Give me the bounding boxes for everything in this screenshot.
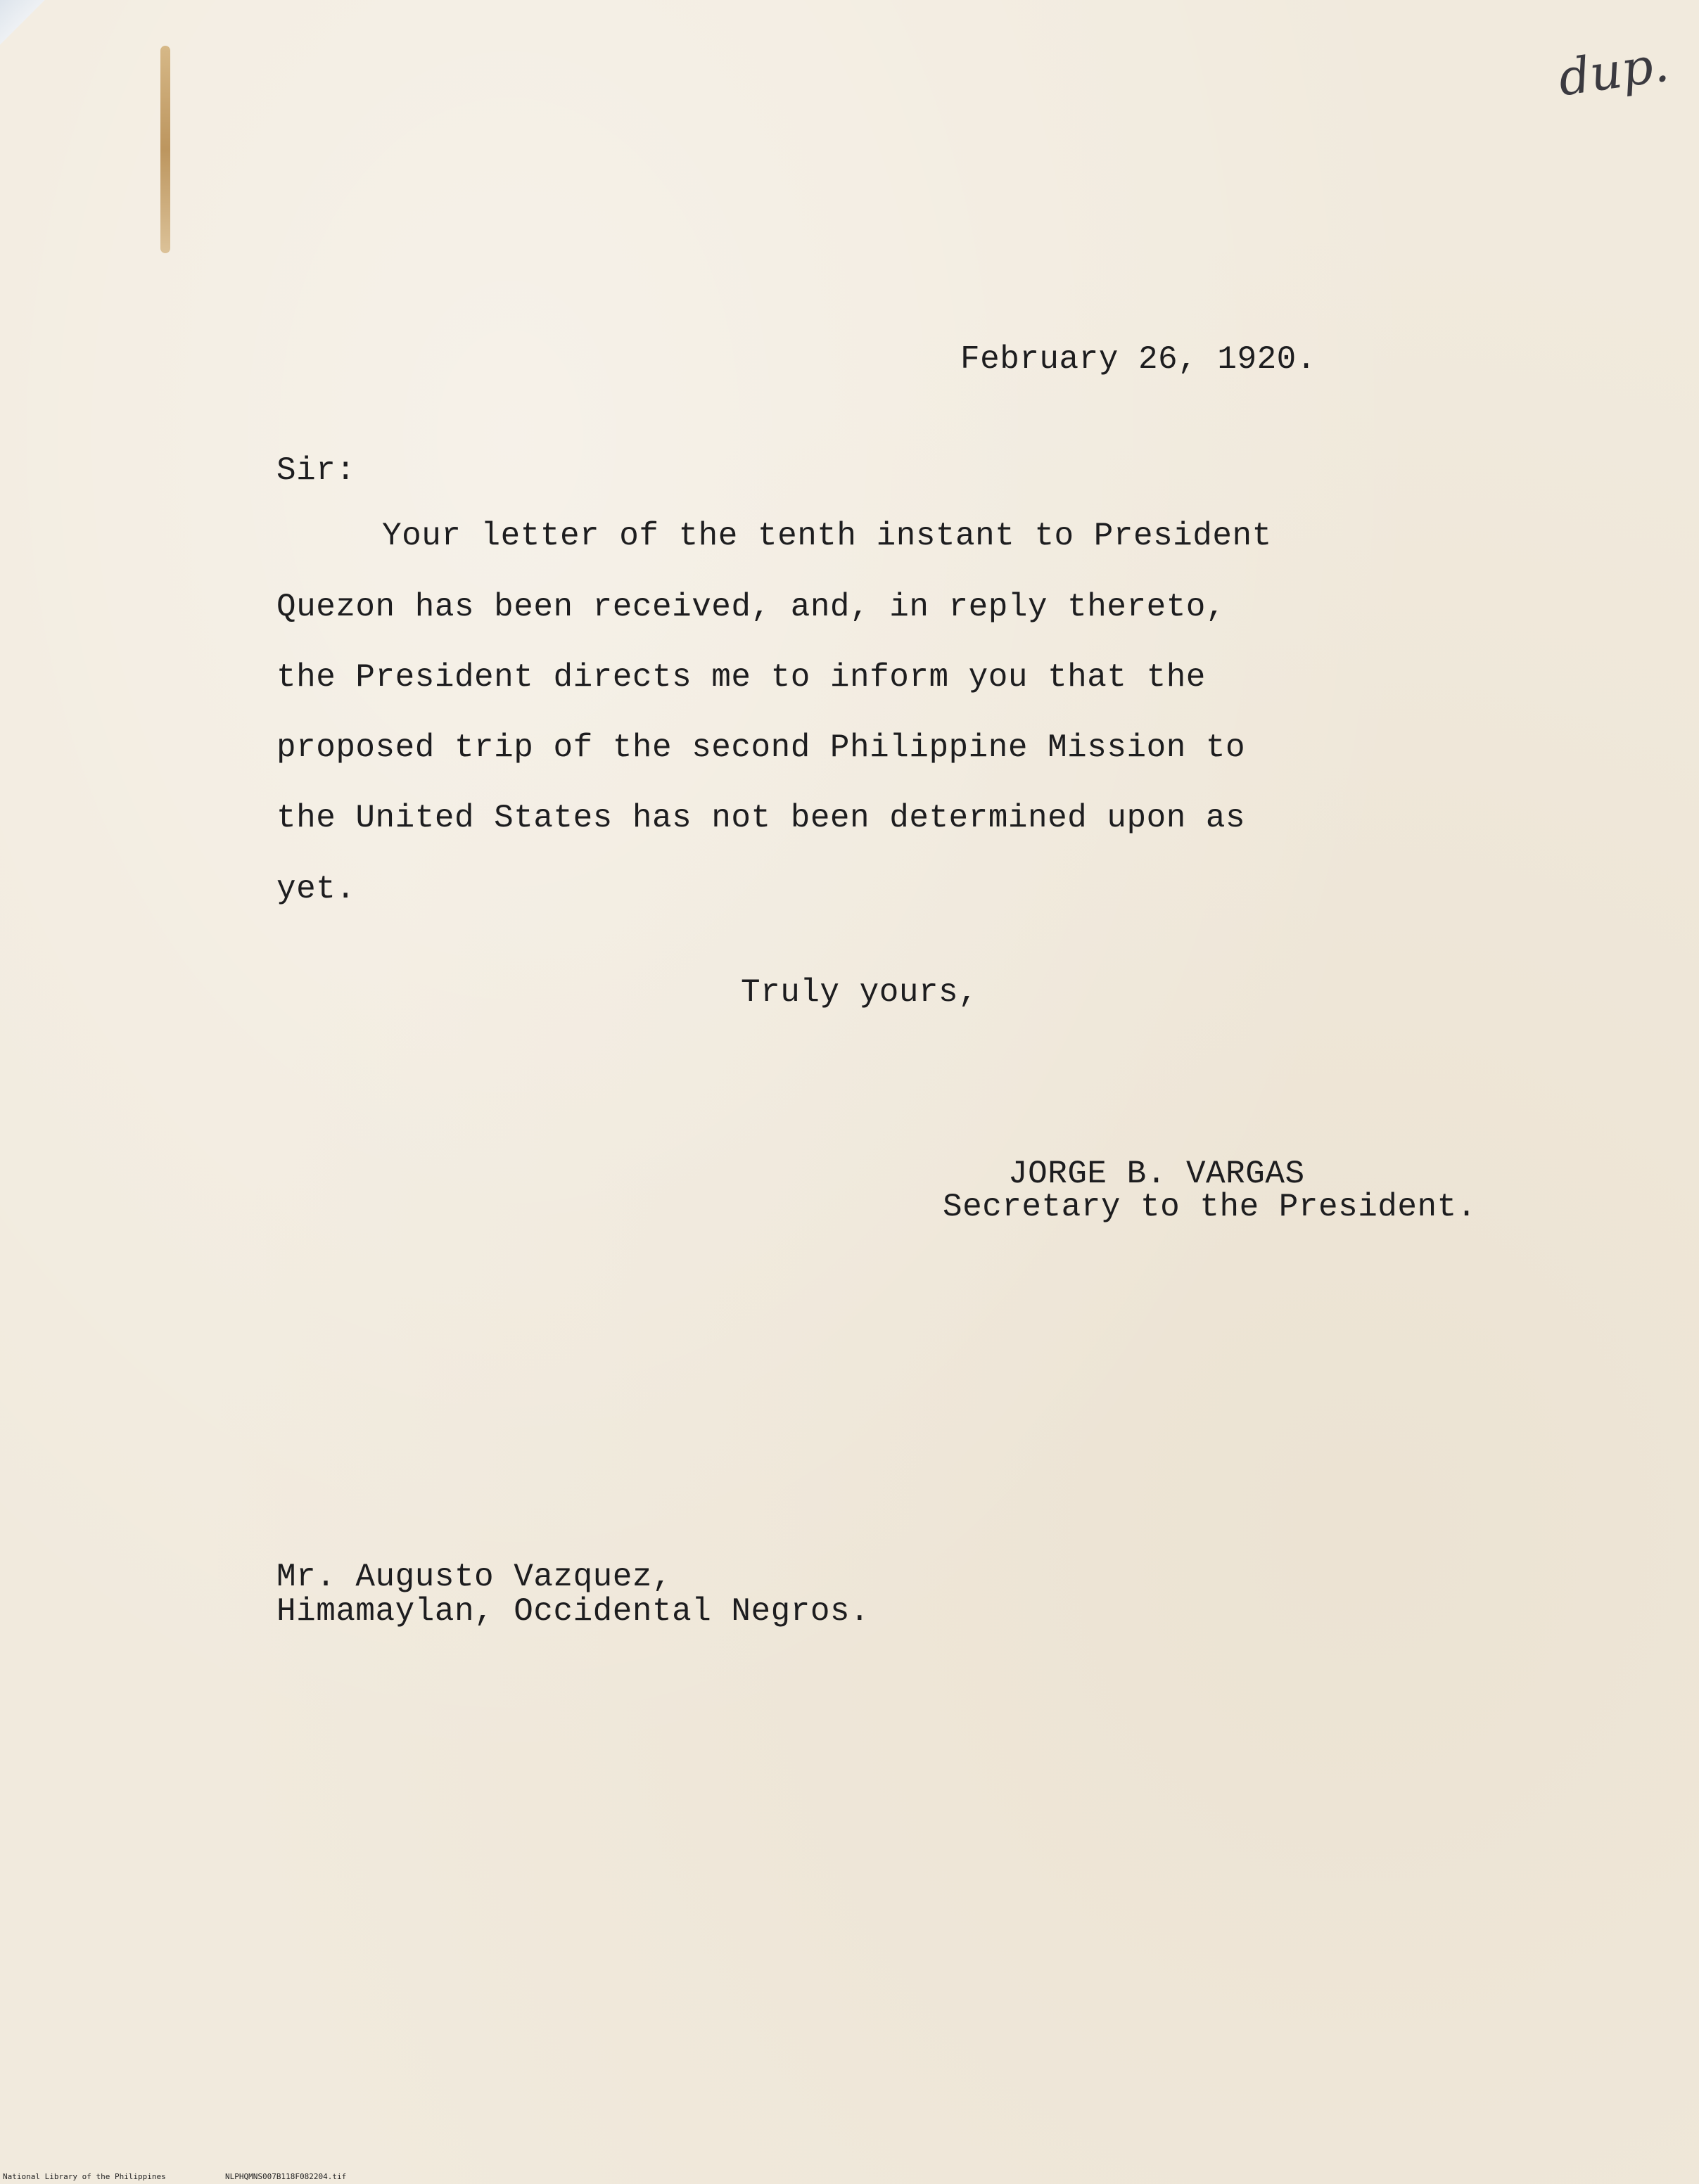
body-line-1: Your letter of the tenth instant to President: [382, 518, 1272, 554]
letter-date: February 26, 1920.: [960, 341, 1316, 378]
recipient-location: Himamaylan, Occidental Negros.: [276, 1593, 870, 1630]
paper-stain: [160, 46, 170, 253]
footer-filename: NLPHQMNS007B118F082204.tif: [225, 2172, 347, 2181]
recipient-name: Mr. Augusto Vazquez,: [276, 1559, 673, 1595]
scanner-corner-artifact: [0, 0, 49, 49]
signatory-title: Secretary to the President.: [943, 1189, 1477, 1225]
handwritten-note: dup.: [1555, 34, 1672, 108]
footer-institution: National Library of the Philippines: [3, 2172, 166, 2181]
signatory-name: JORGE B. VARGAS: [1008, 1156, 1305, 1192]
body-line-2: Quezon has been received, and, in reply thereto,: [276, 589, 1226, 625]
body-line-3: the President directs me to inform you that the: [276, 659, 1206, 696]
body-line-4: proposed trip of the second Philippine Mission to: [276, 729, 1246, 766]
body-line-6: yet.: [276, 871, 356, 907]
body-line-5: the United States has not been determined upon as: [276, 800, 1246, 836]
salutation: Sir:: [276, 452, 356, 489]
complimentary-closing: Truly yours,: [741, 974, 979, 1011]
